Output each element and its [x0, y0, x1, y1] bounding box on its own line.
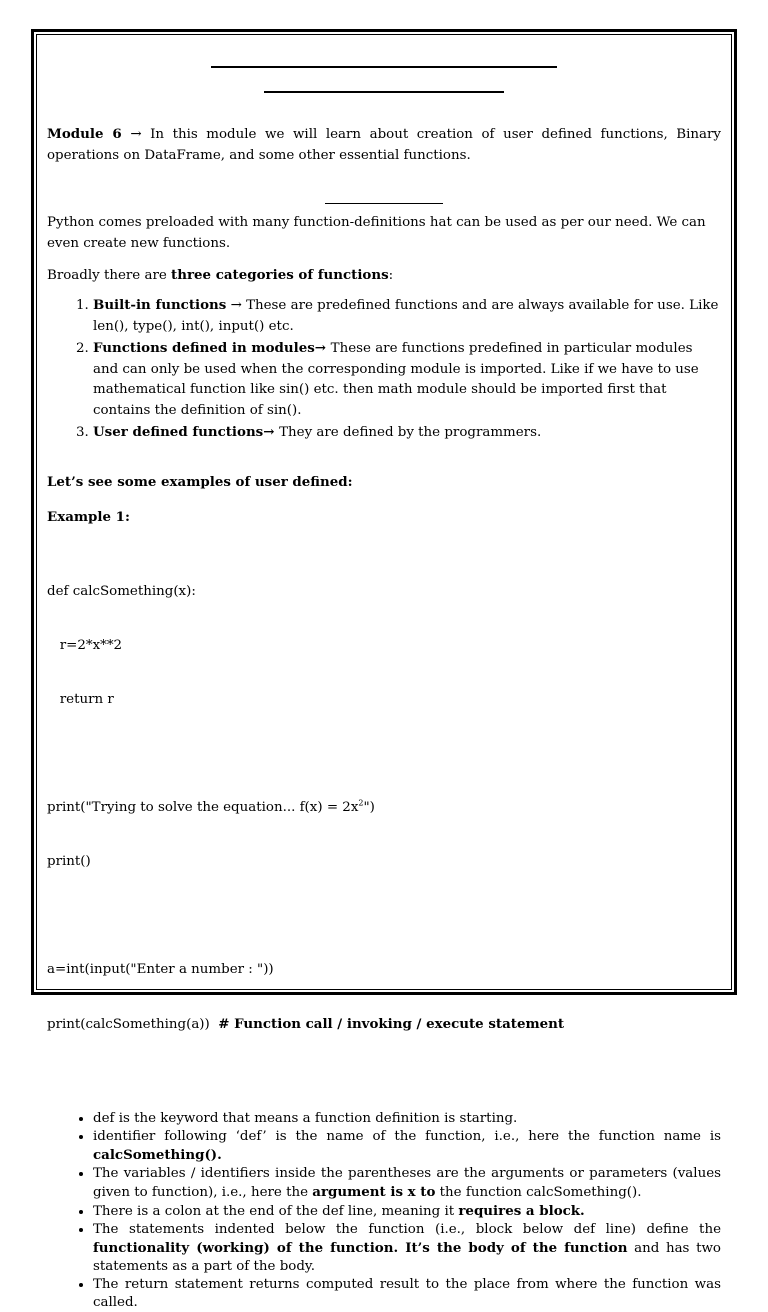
code-line: def calcSomething(x): [47, 583, 196, 599]
title-rule-top [211, 66, 557, 68]
code-line: print() [47, 853, 91, 869]
categories-intro-prefix: Broadly there are [47, 268, 172, 283]
bullet-text: The statements indented below the function (i.e., block below def line) define the [93, 1221, 721, 1237]
superscript: 2 [358, 798, 364, 808]
module-label: Module 6 [47, 126, 122, 142]
bullet-bold-text: functionality (working) of the function. It’s the body of the function [93, 1239, 628, 1256]
examples-heading [47, 472, 721, 493]
categories-intro-suffix: : [388, 268, 394, 283]
code-line [47, 1015, 721, 1034]
title-rule-bottom [264, 91, 504, 93]
example1-heading-text: Example 1: [47, 508, 130, 525]
arrow-icon: → [263, 424, 280, 440]
category-text: They are defined by the programmers. [279, 425, 542, 440]
categories-intro-bold: three categories of functions [171, 267, 389, 283]
code-text: print("Trying to solve the equation... f(x) = 2x [47, 799, 359, 815]
code-line: return r [47, 691, 114, 707]
list-item [93, 422, 721, 444]
list-item [93, 1110, 721, 1128]
list-item [93, 295, 721, 337]
list-item [93, 1165, 721, 1202]
list-item [93, 1202, 721, 1221]
example1-heading [47, 507, 721, 528]
intro-paragraph: Python comes preloaded with many function-definitions hat can be used as per our need. We can even create new functions. [47, 215, 706, 251]
bullet-bold-text: argument is x to [312, 1183, 436, 1200]
code-line [47, 799, 721, 817]
list-item [93, 1221, 721, 1276]
module-description: In this module we will learn about creation of user defined functions, Binary operations on DataFrame, and some other essential functions. [47, 127, 721, 163]
bullet-text: def is the keyword that means a function definition is starting. [93, 1110, 518, 1126]
bullet-text: and has two statements as a part of the body. [93, 1240, 721, 1274]
arrow-icon: → [226, 298, 247, 313]
arrow-icon: → [130, 127, 142, 142]
category-text: These are functions predefined in particular modules and can only be used when the corresponding module is imported. Like if we have to use mathematical function like sin() etc. then math module should be imported first that contains the definition of sin(). [93, 341, 699, 418]
code-function-def [47, 547, 721, 745]
category-title: User defined functions [93, 424, 264, 440]
bullet-bold-text: calcSomething(). [93, 1146, 222, 1163]
category-title: Functions defined in modules [93, 340, 315, 356]
explanation-list [47, 1110, 721, 1312]
bullet-bold-text: requires a block. [458, 1202, 585, 1219]
category-text: These are predefined functions and are always available for use. Like len(), type(), int(), input() etc. [93, 298, 719, 334]
bullet-text: The variables / identifiers inside the parentheses are the arguments or parameters (values given to function), i.e., here the [93, 1165, 721, 1200]
code-text: ") [363, 799, 375, 815]
bullet-text: the function calcSomething(). [435, 1184, 642, 1200]
bullet-text: There is a colon at the end of the def line, meaning it [93, 1203, 459, 1219]
code-print-block [47, 763, 721, 907]
list-item [93, 1276, 721, 1312]
module-paragraph [47, 124, 721, 166]
code-comment: # Function call / invoking / execute statement [218, 1015, 565, 1032]
categories-list [47, 295, 721, 444]
code-line: a=int(input("Enter a number : ")) [47, 961, 274, 977]
category-title: Built-in functions [93, 297, 227, 313]
document-body [47, 124, 721, 1312]
categories-intro [47, 265, 721, 286]
code-call-block [47, 925, 721, 1070]
arrow-icon: → [314, 340, 331, 356]
code-line: r=2*x**2 [47, 637, 123, 653]
bullet-text: The return statement returns computed result to the place from where the function was called. [93, 1276, 721, 1310]
list-item [93, 338, 721, 421]
list-item [93, 1128, 721, 1165]
bullet-text: identifier following ‘def’ is the name of the function, i.e., here the function name is [93, 1128, 721, 1144]
examples-heading-text: Let’s see some examples of user defined: [47, 473, 353, 490]
code-text: print(calcSomething(a)) [47, 1016, 219, 1032]
